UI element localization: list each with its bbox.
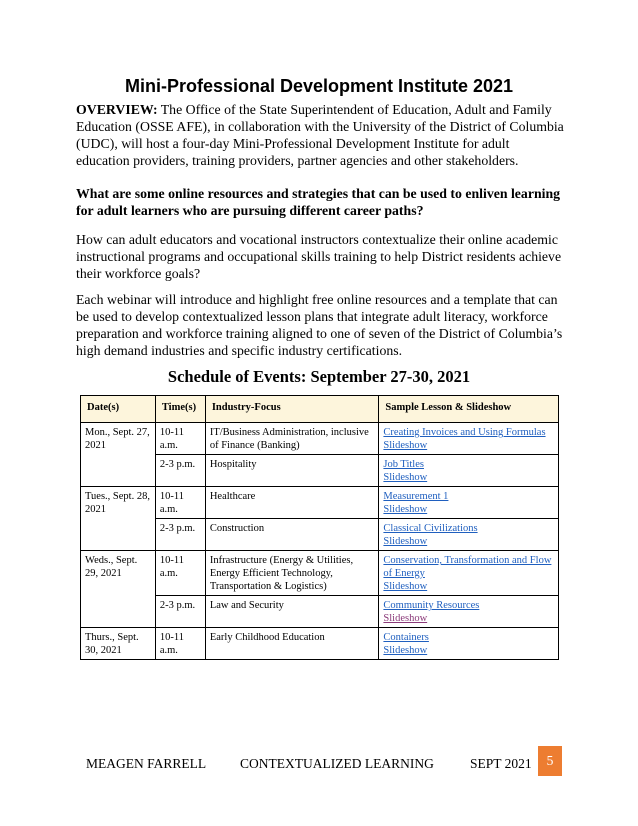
- footer-date: SEPT 2021: [470, 756, 532, 771]
- lesson-link[interactable]: Conservation, Transformation and Flow of Energy: [383, 555, 552, 579]
- table-row: [81, 423, 559, 455]
- slideshow-link[interactable]: Slideshow: [383, 440, 428, 451]
- lesson-cell: [379, 487, 559, 519]
- date-cell: Thurs., Sept. 30, 2021: [81, 628, 156, 660]
- table-row: [81, 551, 559, 596]
- focus-cell: Hospitality: [205, 455, 379, 487]
- overview-paragraph: [76, 101, 566, 169]
- slideshow-link[interactable]: Slideshow: [383, 536, 428, 547]
- slideshow-link[interactable]: Slideshow: [383, 613, 428, 624]
- overview-text: The Office of the State Superintendent of Education, Adult and Family Education (OSSE AFE), in collaboration with the University of the District of Columbia (UDC), will host a four-day Mini-Professional Development Institute for adult education providers, training providers, partner agencies and other stakeholders.: [76, 102, 564, 168]
- footer-topic: CONTEXTUALIZED LEARNING: [240, 756, 434, 771]
- lesson-cell: [379, 596, 559, 628]
- focus-cell: Healthcare: [205, 487, 379, 519]
- table-row: [81, 628, 559, 660]
- table-header-row: [81, 396, 559, 423]
- intro-paragraph-2: How can adult educators and vocational instructors contextualize their online academic instructional programs and occupational skills training to help District residents achieve their workforce goals?: [76, 232, 562, 281]
- intro-paragraph-3: Each webinar will introduce and highlight free online resources and a template that can be used to develop contextualized lesson plans that integrate adult literacy, workforce preparation and workforce training aligned to one of seven of the District of Columbia’s high demand industries and specific industry certifications.: [76, 292, 563, 358]
- time-cell: 2-3 p.m.: [155, 596, 205, 628]
- lesson-link[interactable]: Job Titles: [383, 459, 424, 470]
- overview-label: OVERVIEW:: [76, 102, 158, 117]
- lesson-link[interactable]: Classical Civilizations: [383, 523, 478, 534]
- lesson-link[interactable]: Creating Invoices and Using Formulas: [383, 427, 546, 438]
- focus-cell: Infrastructure (Energy & Utilities, Energy Efficient Technology, Transportation & Logistics): [205, 551, 379, 596]
- header-industry-focus: Industry-Focus: [205, 396, 379, 423]
- header-times: Time(s): [155, 396, 205, 423]
- lesson-cell: [379, 551, 559, 596]
- header-sample-lesson: Sample Lesson & Slideshow: [379, 396, 559, 423]
- slideshow-link[interactable]: Slideshow: [383, 472, 428, 483]
- table-row: [81, 487, 559, 519]
- lesson-link[interactable]: Community Resources: [383, 600, 480, 611]
- schedule-table: [80, 395, 559, 660]
- lesson-cell: [379, 519, 559, 551]
- focus-cell: IT/Business Administration, inclusive of Finance (Banking): [205, 423, 379, 455]
- date-cell: Mon., Sept. 27, 2021: [81, 423, 156, 487]
- footer-author: MEAGEN FARRELL: [86, 756, 207, 771]
- time-cell: 10-11 a.m.: [155, 487, 205, 519]
- time-cell: 2-3 p.m.: [155, 519, 205, 551]
- lesson-cell: [379, 628, 559, 660]
- time-cell: 10-11 a.m.: [155, 551, 205, 596]
- date-cell: Tues., Sept. 28, 2021: [81, 487, 156, 551]
- page-title: Mini-Professional Development Institute 2021: [124, 76, 514, 96]
- focus-cell: Law and Security: [205, 596, 379, 628]
- lesson-link[interactable]: Containers: [383, 632, 429, 643]
- guiding-question: What are some online resources and strategies that can be used to enliven learning for adult learners who are pursuing different career paths?: [76, 186, 561, 218]
- time-cell: 10-11 a.m.: [155, 628, 205, 660]
- time-cell: 10-11 a.m.: [155, 423, 205, 455]
- time-cell: 2-3 p.m.: [155, 455, 205, 487]
- focus-cell: Early Childhood Education: [205, 628, 379, 660]
- lesson-link[interactable]: Measurement 1: [383, 491, 449, 502]
- slideshow-link[interactable]: Slideshow: [383, 581, 428, 592]
- lesson-cell: [379, 423, 559, 455]
- lesson-cell: [379, 455, 559, 487]
- slideshow-link[interactable]: Slideshow: [383, 645, 428, 656]
- date-cell: Weds., Sept. 29, 2021: [81, 551, 156, 628]
- focus-cell: Construction: [205, 519, 379, 551]
- slideshow-link[interactable]: Slideshow: [383, 504, 428, 515]
- header-dates: Date(s): [81, 396, 156, 423]
- page-number-badge: 5: [538, 746, 562, 776]
- schedule-title: Schedule of Events: September 27-30, 2021: [167, 367, 471, 386]
